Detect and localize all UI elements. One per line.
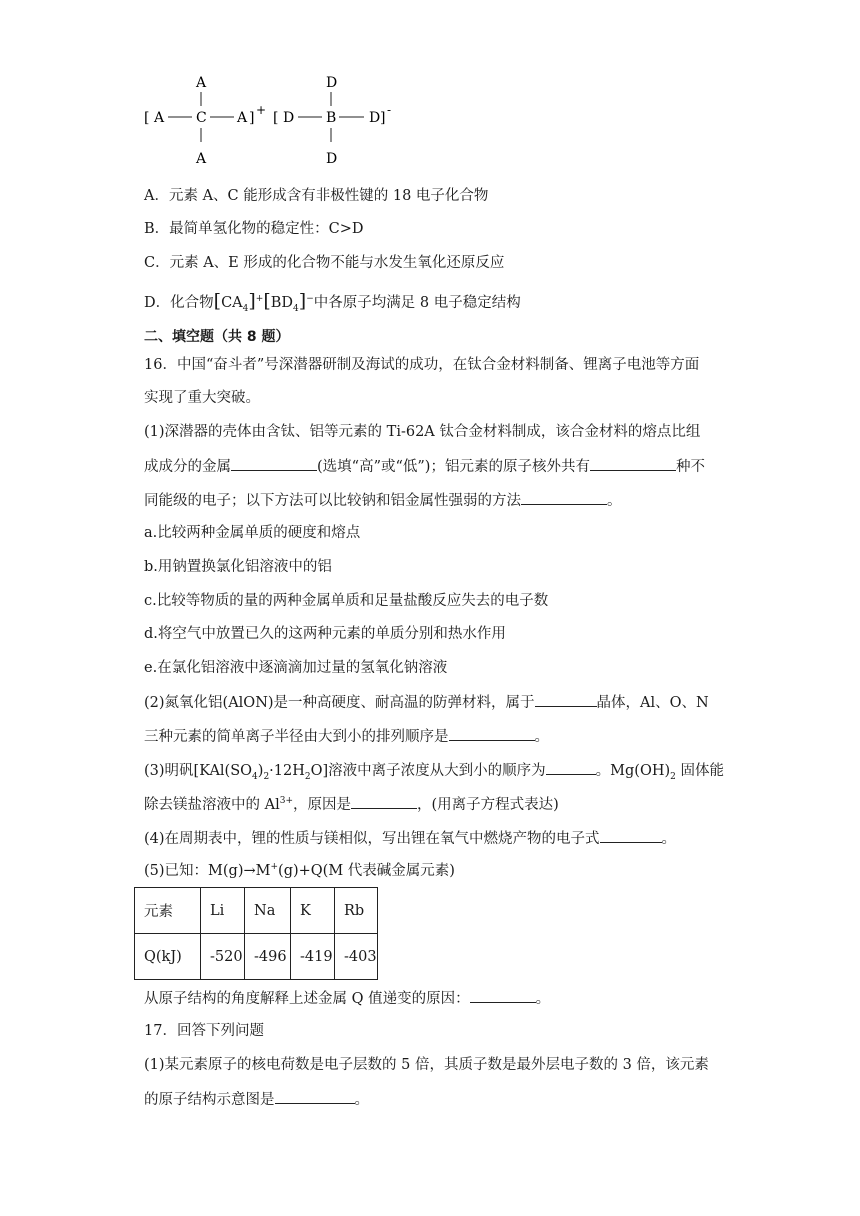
subscript: 2 <box>304 771 311 782</box>
q16-part1-text: (选填“高”或“低”)；铝元素的原子核外共有 <box>317 459 590 475</box>
cation-top-atom: A <box>196 75 207 91</box>
q17-title: 17．回答下列问题 <box>144 1023 264 1039</box>
q16-part3-text: (3)明矾[KAl(SO <box>144 763 253 779</box>
q16-option-b: b.用钠置换氯化铝溶液中的铝 <box>144 559 332 575</box>
table-cell: Li <box>201 888 245 934</box>
table-cell: 元素 <box>135 888 201 934</box>
anion-right-atom: D <box>369 110 381 126</box>
q16-part2-line1 <box>144 692 709 713</box>
table-cell: K <box>291 888 335 934</box>
q16-part2-text: 。 <box>534 729 549 745</box>
superscript: 3+ <box>279 796 293 807</box>
q16-part3-text: 。Mg(OH) <box>595 763 671 779</box>
table-row <box>135 934 378 980</box>
superscript: + <box>270 862 279 873</box>
option-d-suffix: 中各原子均满足 8 电子稳定结构 <box>313 295 521 311</box>
anion-charge: - <box>387 103 392 117</box>
q16-intro-line1: 16．中国“奋斗者”号深潜器研制及海试的成功，在钛合金材料制备、锂离子电池等方面 <box>144 357 700 373</box>
option-b: B．最简单氢化物的稳定性：C>D <box>144 221 364 237</box>
cation-charge: + <box>256 103 267 117</box>
answer-blank[interactable] <box>590 456 676 471</box>
anion-bracket-close: ] <box>380 110 386 126</box>
q16-part3-line2 <box>144 794 559 815</box>
answer-blank[interactable] <box>275 1089 355 1104</box>
option-d-sup2: − <box>306 294 314 305</box>
q17-part1-text: 的原子结构示意图是 <box>144 1092 275 1108</box>
table-cell: -403 <box>335 934 378 980</box>
answer-blank[interactable] <box>449 726 535 741</box>
q16-part1-line1: (1)深潜器的壳体由含钛、铝等元素的 Ti-62A 钛合金材料制成，该合金材料的熔点比组 <box>144 424 701 440</box>
q16-part1-text: 。 <box>607 493 622 509</box>
q16-option-d: d.将空气中放置已久的这两种元素的单质分别和热水作用 <box>144 626 506 642</box>
q16-part2-text: (2)氮氧化铝(AlON)是一种高硬度、耐高温的防弹材料，属于 <box>144 695 535 711</box>
q16-part5-after <box>144 988 550 1009</box>
answer-blank[interactable] <box>470 988 536 1003</box>
q16-part5-text: 。 <box>535 991 551 1007</box>
anion-left-atom: D <box>283 110 295 126</box>
q16-part3-text: ，原因是 <box>293 797 351 813</box>
q16-part1-text: 同能级的电子；以下方法可以比较钠和铝金属性强弱的方法 <box>144 493 521 509</box>
q16-part3-text: O]溶液中离子浓度从大到小的顺序为 <box>310 763 546 779</box>
anion-top-atom: D <box>326 75 338 91</box>
answer-blank[interactable] <box>521 490 607 505</box>
cation-left-atom: A <box>154 110 165 126</box>
option-d-formula2: BD <box>270 295 294 311</box>
answer-blank[interactable] <box>351 794 417 809</box>
answer-blank[interactable] <box>535 692 597 707</box>
q16-part5-text: (g)+Q(M 代表碱金属元素) <box>278 863 455 879</box>
table-cell: Na <box>245 888 291 934</box>
q16-part3-text: ) <box>257 763 264 779</box>
q16-option-a: a.比较两种金属单质的硬度和熔点 <box>144 525 361 541</box>
option-d-formula1: CA <box>221 295 243 311</box>
table-cell: -520 <box>201 934 245 980</box>
q16-part1-line2 <box>144 456 705 477</box>
answer-blank[interactable] <box>546 760 596 775</box>
cation-bracket-open: [ <box>144 110 150 126</box>
cation-bracket-close: ] <box>249 110 255 126</box>
subscript: 4 <box>252 771 258 782</box>
q16-part3-line1 <box>144 760 724 781</box>
option-d-sub2: 4 <box>293 303 299 314</box>
answer-blank[interactable] <box>231 456 317 471</box>
q16-part1-line3 <box>144 490 622 511</box>
q17-part1-line2 <box>144 1089 369 1110</box>
anion-bottom-atom: D <box>326 151 338 167</box>
q16-option-c: c.比较等物质的量的两种金属单质和足量盐酸反应失去的电子数 <box>144 593 549 609</box>
q16-option-e: e.在氯化铝溶液中逐滴滴加过量的氢氧化钠溶液 <box>144 660 448 676</box>
subscript: 2 <box>263 771 270 782</box>
option-d: D．化合物$[CA_4]^+[BD_4]^-$中各原子均满足 8 电子稳定结构 <box>144 290 521 314</box>
q16-part4-text: (4)在周期表中，锂的性质与镁相似，写出锂在氧气中燃烧产物的电子式 <box>144 831 600 847</box>
q16-intro-line2: 实现了重大突破。 <box>144 390 260 406</box>
structure-diagram <box>140 70 400 170</box>
q16-part5-text: (5)已知：M(g)→M <box>144 863 271 879</box>
q17-part1-text: 。 <box>354 1092 369 1108</box>
cation-bottom-atom: A <box>196 151 207 167</box>
option-d-sub1: 4 <box>242 303 249 314</box>
option-d-sup1: + <box>255 294 264 305</box>
q-value-table <box>134 887 378 980</box>
section-heading: 二、填空题（共 8 题） <box>144 329 290 345</box>
table-cell: Q(kJ) <box>135 934 201 980</box>
table-row <box>135 888 378 934</box>
cation-center-atom: C <box>196 110 207 126</box>
answer-blank[interactable] <box>600 828 662 843</box>
subscript: 2 <box>670 771 676 782</box>
q16-part4 <box>144 828 676 849</box>
q16-part3-text: 除去镁盐溶液中的 Al <box>144 797 280 813</box>
q16-part1-text: 成成分的金属 <box>144 459 231 475</box>
option-a: A．元素 A、C 能形成含有非极性键的 18 电子化合物 <box>144 188 489 204</box>
q16-part5-text: 从原子结构的角度解释上述金属 Q 值递变的原因： <box>144 991 470 1007</box>
q16-part3-text: ，(用离子方程式表达) <box>417 797 559 813</box>
q16-part2-text: 晶体，Al、O、N <box>596 695 709 711</box>
table-cell: Rb <box>335 888 378 934</box>
q16-part3-text: ·12H <box>269 763 305 779</box>
anion-bracket-open: [ <box>273 110 279 126</box>
q16-part1-text: 种不 <box>675 459 705 475</box>
option-c: C．元素 A、E 形成的化合物不能与水发生氧化还原反应 <box>144 255 505 271</box>
q16-part2-line2 <box>144 726 549 747</box>
anion-center-atom: B <box>326 110 337 126</box>
table-cell: -496 <box>245 934 291 980</box>
q16-part5 <box>144 861 455 881</box>
table-cell: -419 <box>291 934 335 980</box>
option-d-prefix: D．化合物 <box>144 295 214 311</box>
q17-part1-line1: (1)某元素原子的核电荷数是电子层数的 5 倍，其质子数是最外层电子数的 3 倍，该元素 <box>144 1057 709 1073</box>
cation-right-atom: A <box>237 110 248 126</box>
q16-part4-text: 。 <box>661 831 677 847</box>
q16-part3-text: 固体能 <box>675 763 724 779</box>
q16-part2-text: 三种元素的简单离子半径由大到小的排列顺序是 <box>144 729 449 745</box>
